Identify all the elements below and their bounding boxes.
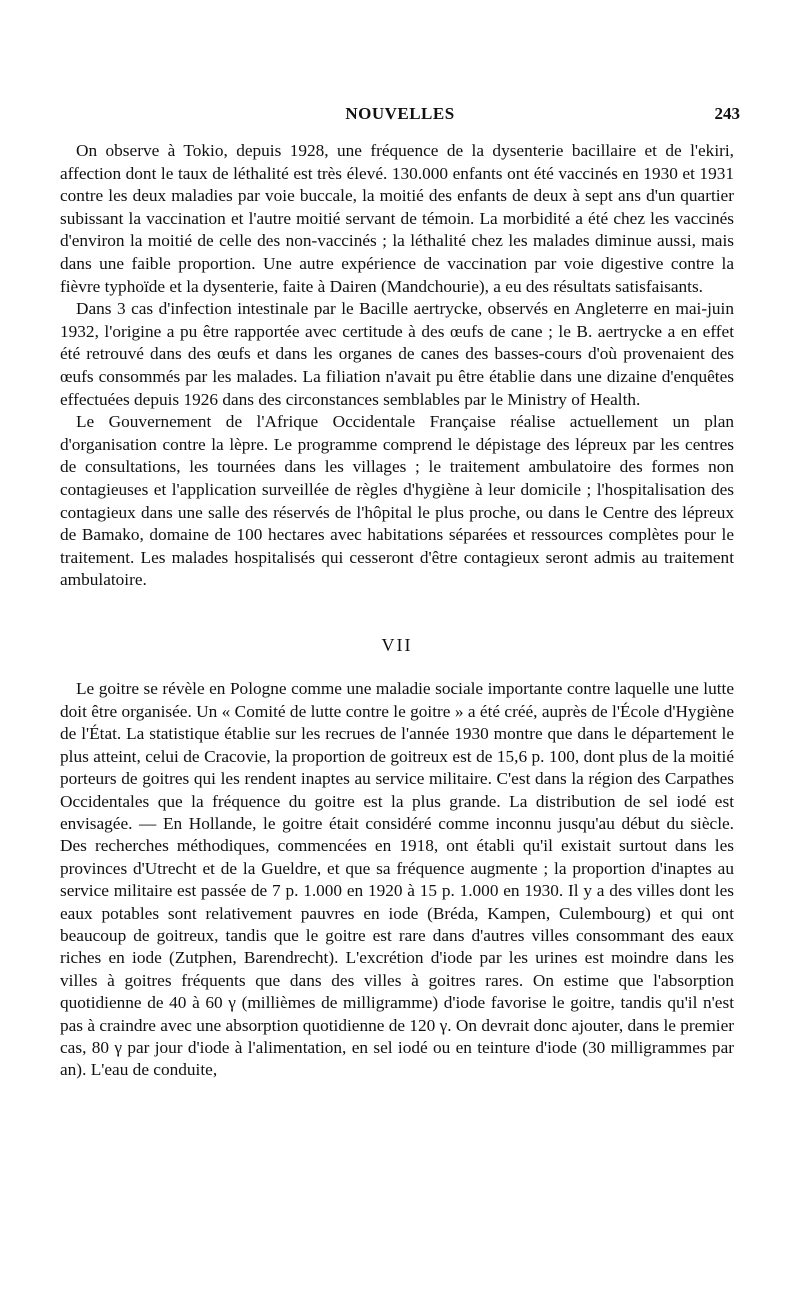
page-number: 243 bbox=[714, 104, 740, 123]
paragraph-dysentery-tokio: On observe à Tokio, depuis 1928, une fréquence de la dysenterie bacillaire et de l'ekiri, affection dont le taux de léthalité est très élevé. 130.000 enfants ont été vaccinés en 1930 et 1931 contre les deux maladies par voie buccale, la moitié des enfants de deux à sept ans d'un quartier subissant la vaccination et l'autre moitié servant de témoin. La morbidité a été chez les vaccinés d'environ la moitié de celle des non-vaccinés ; la léthalité chez les malades diminue aussi, mais dans une faible proportion. Une autre expérience de vaccination par voie digestive contre la fièvre typhoïde et la dysenterie, faite à Dairen (Mandchourie), a eu des résultats satisfaisants. bbox=[60, 141, 734, 296]
paragraph-aertrycke-infection: Dans 3 cas d'infection intestinale par le Bacille aertrycke, observés en Angleterre en mai-juin 1932, l'origine a pu être rapportée avec certitude à des œufs de cane ; le B. aertrycke a en effet été retrouvé dans des œufs et dans les organes de canes des basses-cours d'où provenaient des œufs consommés par les malades. La filiation n'avait pu être établie dans une dizaine d'enquêtes effectuées depuis 1926 dans des circonstances semblables par le Ministry of Health. bbox=[60, 299, 734, 409]
paragraph-goitre: Le goitre se révèle en Pologne comme une maladie sociale importante contre laquelle une lutte doit être organisée. Un « Comité de lutte contre le goitre » a été créé, auprès de l'École d'Hygiène de l'État. La statistique établie sur les recrues de l'année 1930 montre que dans le département le plus atteint, celui de Cracovie, la proportion de goitreux est de 15,6 p. 100, dont plus de la moitié porteurs de goitres qui les rendent inaptes au service militaire. C'est dans la région des Carpathes Occidentales que la fréquence du goitre est la plus grande. La distribution de sel iodé est envisagée. — En Hollande, le goitre était considéré comme inconnu jusqu'au début du siècle. Des recherches méthodiques, commencées en 1918, ont établi qu'il existait surtout dans les provinces d'Utrecht et de la Gueldre, et que sa fréquence augmente ; la proportion d'inaptes au service militaire est passée de 7 p. 1.000 en 1920 à 15 p. 1.000 en 1930. Il y a des villes dont les eaux potables sont relativement pauvres en iode (Bréda, Kampen, Culembourg) et qui ont beaucoup de goitreux, tandis que le goitre est rare dans d'autres villes consommant des eaux riches en iode (Zutphen, Barendrecht). L'excrétion d'iode par les urines est moindre dans les villes à goitres fréquents que dans des villes à goitres rares. On estime que l'absorption quotidienne de 40 à 60 γ (millièmes de milligramme) d'iode favorise le goitre, tandis qu'il n'est pas à craindre avec une absorption quotidienne de 120 γ. On devrait donc ajouter, dans le premier cas, 80 γ par jour d'iode à l'alimentation, en sel iodé ou en teinture d'iode (30 milligrammes par an). L'eau de conduite, bbox=[60, 679, 734, 1080]
page-header bbox=[60, 104, 740, 128]
paragraph-leprosy-plan: Le Gouvernement de l'Afrique Occidentale Française réalise actuellement un plan d'organisation contre la lèpre. Le programme comprend le dépistage des lépreux par les centres de consultations, les tournées dans les villages ; le traitement ambulatoire des formes non contagieuses et l'application surveillée de règles d'hygiène à leur domicile ; l'hospitalisation des contagieux dans une salle des réservés de l'hôpital le plus proche, ou dans le Centre des lépreux de Bamako, domaine de 100 hectares avec habitations séparées et ressources complètes pour le traitement. Les malades hospitalisés qui cesseront d'être contagieux seront admis au traitement ambulatoire. bbox=[60, 412, 734, 590]
page-body bbox=[60, 140, 734, 1082]
running-head: NOUVELLES bbox=[345, 104, 455, 123]
section-goitre bbox=[60, 678, 734, 1081]
section-numeral: VII bbox=[381, 634, 413, 655]
